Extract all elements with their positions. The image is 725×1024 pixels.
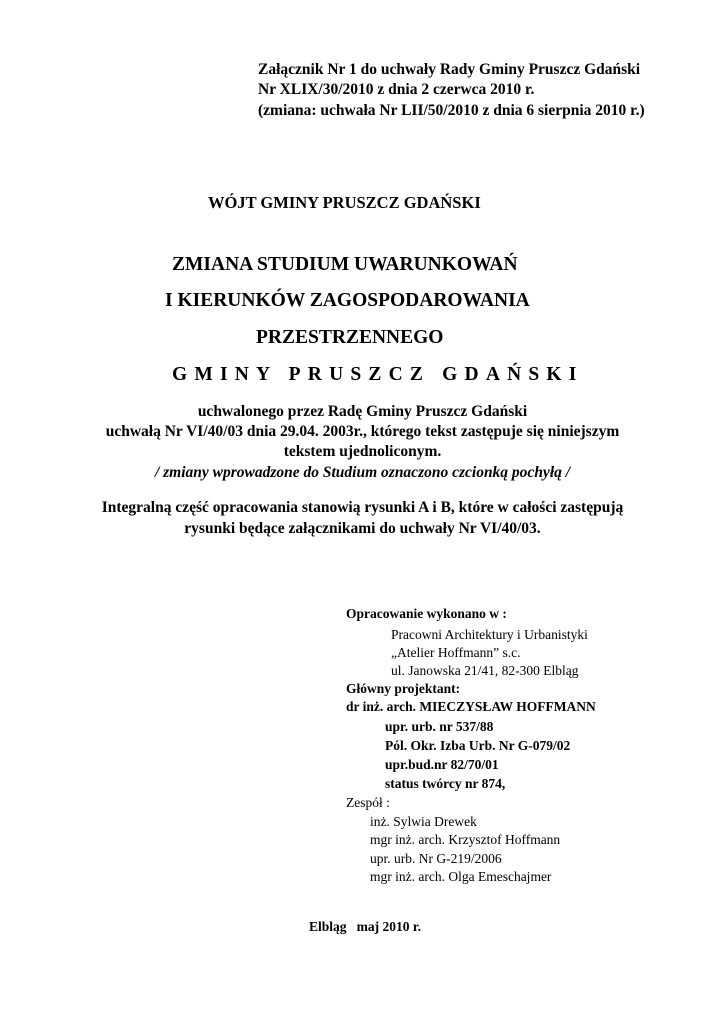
office-name-line-1: Pracowni Architektury i Urbanistyki xyxy=(391,627,588,642)
document-title-line-3: PRZESTRZENNEGO xyxy=(256,327,444,348)
adoption-line-3: tekstem ujednoliconym. xyxy=(283,443,442,460)
place-and-date: Elbląg maj 2010 r. xyxy=(309,919,422,934)
document-title-line-2: I KIERUNKÓW ZAGOSPODAROWANIA xyxy=(165,290,530,311)
document-title-municipality: GMINY PRUSZCZ GDAŃSKI xyxy=(172,364,584,385)
integral-statement-line-2: rysunki będące załącznikami do uchwały Nr VI/40/03. xyxy=(184,520,541,537)
qualification-item: upr. urb. nr 537/88 xyxy=(385,719,494,734)
qualification-item: status twórcy nr 874, xyxy=(385,776,506,791)
office-name-line-2: „Atelier Hoffmann” s.c. xyxy=(391,645,521,660)
authority-heading: WÓJT GMINY PRUSZCZ GDAŃSKI xyxy=(208,193,481,212)
adoption-line-1: uchwalonego przez Radę Gminy Pruszcz Gdański xyxy=(197,403,528,420)
team-member: upr. urb. Nr G-219/2006 xyxy=(370,851,502,866)
team-member: mgr inż. arch. Olga Emeschajmer xyxy=(370,869,552,884)
chief-designer-label: Główny projektant: xyxy=(346,681,461,696)
attachment-reference-line-3: (zmiana: uchwała Nr LII/50/2010 z dnia 6 sierpnia 2010 r.) xyxy=(258,102,645,119)
chief-designer-name: dr inż. arch. MIECZYSŁAW HOFFMANN xyxy=(346,699,596,714)
qualification-item: upr.bud.nr 82/70/01 xyxy=(385,757,499,772)
changes-note: / zmiany wprowadzone do Studium oznaczono czcionką pochyłą / xyxy=(154,464,571,481)
team-member: inż. Sylwia Drewek xyxy=(370,814,477,829)
qualification-item: Pól. Okr. Izba Urb. Nr G-079/02 xyxy=(385,738,571,753)
prepared-by-label: Opracowanie wykonano w : xyxy=(346,606,507,621)
attachment-reference-line-1: Załącznik Nr 1 do uchwały Rady Gminy Pruszcz Gdański xyxy=(258,61,641,78)
team-member: mgr inż. arch. Krzysztof Hoffmann xyxy=(370,832,561,847)
office-address: ul. Janowska 21/41, 82-300 Elbląg xyxy=(391,663,579,678)
integral-statement-line-1: Integralną część opracowania stanowią rysunki A i B, które w całości zastępują xyxy=(101,499,624,516)
team-label: Zespół : xyxy=(346,795,390,810)
attachment-reference-line-2: Nr XLIX/30/2010 z dnia 2 czerwca 2010 r. xyxy=(258,81,535,98)
document-title-line-1: ZMIANA STUDIUM UWARUNKOWAŃ xyxy=(172,254,518,275)
adoption-line-2: uchwałą Nr VI/40/03 dnia 29.04. 2003r., którego tekst zastępuje się niniejszym xyxy=(105,423,620,440)
